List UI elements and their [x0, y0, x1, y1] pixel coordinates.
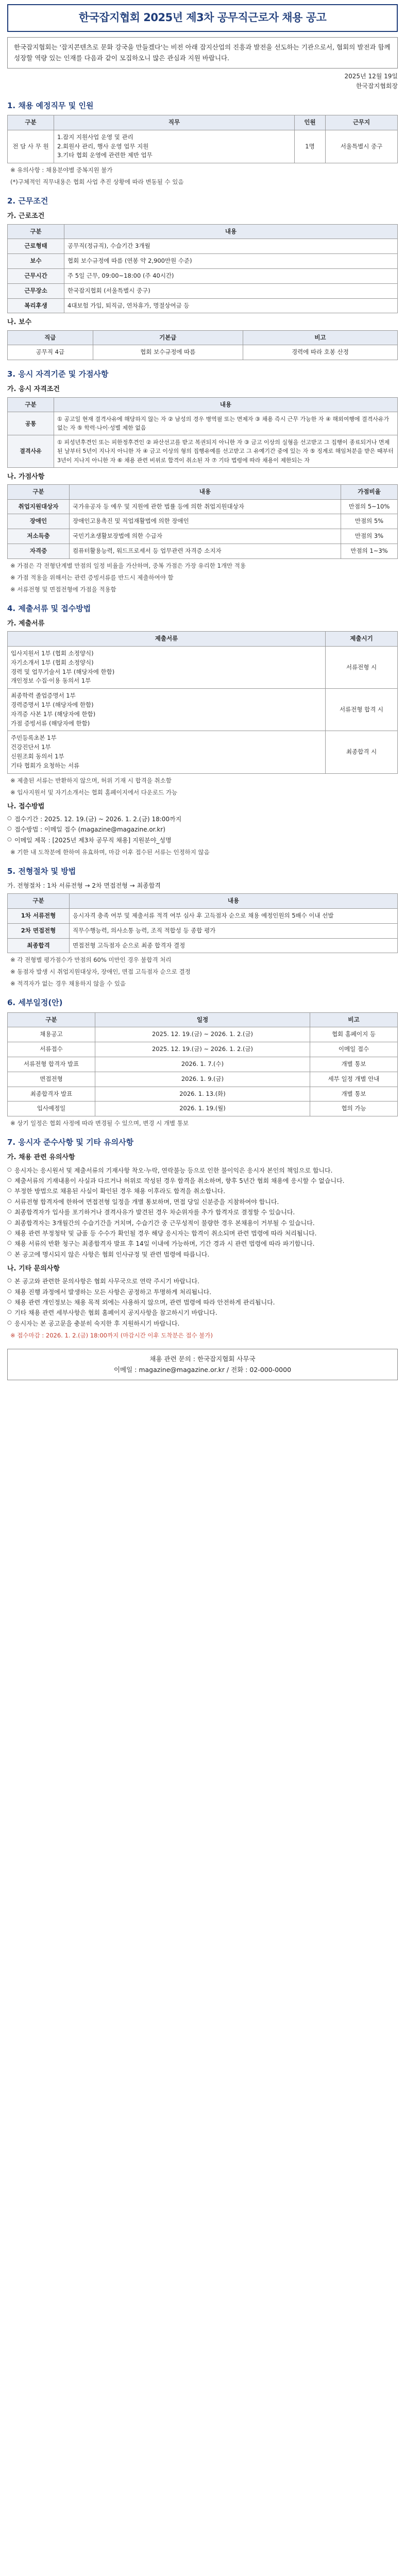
duty-th-2: 인원	[295, 115, 326, 130]
bonus-val: 컴퓨터활용능력, 워드프로세서 등 업무관련 자격증 소지자	[70, 544, 341, 558]
posting-date: 2025년 12월 19일	[344, 73, 398, 80]
cond-key: 근무시간	[8, 268, 64, 283]
sched-date: 2026. 1. 9.(금)	[95, 1072, 310, 1087]
docs-note: ※ 입사지원서 및 자기소개서는 협회 홈페이지에서 다운로드 가능	[10, 788, 178, 796]
pay-grade: 공무직 4급	[8, 345, 93, 360]
table-row	[8, 514, 398, 529]
caution-item: ○ 부정한 방법으로 채용된 사실이 확인된 경우 채용 이후라도 합격을 취소합니다.	[7, 1186, 398, 1196]
table-row	[8, 544, 398, 558]
proc-th-1: 내용	[70, 894, 398, 909]
sched-date: 2026. 1. 19.(월)	[95, 1101, 310, 1116]
duty-place: 서울특별시 중구	[326, 130, 398, 163]
pay-table	[7, 330, 398, 361]
cond-key: 복리후생	[8, 298, 64, 313]
cond-th-1: 내용	[64, 224, 398, 239]
caution-item: ○ 서류전형 합격자에 한하여 면접전형 일정을 개별 통보하며, 면접 당일 신분증을 지참하여야 합니다.	[7, 1197, 398, 1207]
section-4-title: 4. 제출서류 및 접수방법	[7, 603, 91, 613]
process-note: ※ 각 전형별 평가점수가 만점의 60% 미만인 경우 불합격 처리	[10, 956, 172, 964]
process-summary: 가. 전형절차 : 1차 서류전형 → 2차 면접전형 → 최종합격	[7, 882, 161, 890]
doc-list: 최종학력 졸업증명서 1부 경력증명서 1부 (해당자에 한함) 자격증 사본 1부 (해당자에 한함) 가점 증빙서류 (해당자에 한함)	[8, 689, 326, 731]
sched-date: 2025. 12. 19.(금) ~ 2026. 1. 2.(금)	[95, 1027, 310, 1042]
pay-memo: 경력에 따라 호봉 산정	[243, 345, 397, 360]
proc-val: 응시자격 충족 여부 및 제출서류 적격 여부 심사 후 고득점자 순으로 채용 예정인원의 5배수 이내 선발	[70, 908, 398, 923]
work-conditions-table	[7, 224, 398, 314]
elig-th-0: 구분	[8, 397, 54, 412]
elig-key: 결격사유	[8, 435, 54, 467]
process-table	[7, 893, 398, 953]
doc-when: 서류전형 시	[326, 646, 398, 688]
sec7-sub1: 가. 채용 관련 유의사항	[7, 1154, 75, 1162]
sched-th-0: 구분	[8, 1012, 95, 1027]
table-row	[8, 908, 398, 923]
doc-list: 입사지원서 1부 (협회 소정양식) 자기소개서 1부 (협회 소정양식) 경력 및 업무기술서 1부 (해당자에 한함) 개인정보 수집·이용 동의서 1부	[8, 646, 326, 688]
sched-memo: 협의 가능	[310, 1101, 398, 1116]
table-row	[8, 938, 398, 953]
contact-line-2[interactable]: 이메일 : magazine@magazine.or.kr / 전화 : 02-000-0000	[113, 1366, 292, 1374]
doc-list: 주민등록초본 1부 건강진단서 1부 신원조회 동의서 1부 기타 협회가 요청하는 서류	[8, 731, 326, 773]
cond-val: 주 5일 근무, 09:00~18:00 (주 40시간)	[64, 268, 398, 283]
table-row	[8, 254, 398, 269]
sched-memo: 협회 홈페이지 등	[310, 1027, 398, 1042]
bonus-pct: 만점의 5~10%	[341, 499, 398, 514]
pay-th-2: 비고	[243, 330, 397, 345]
process-note: ※ 동점자 발생 시 취업지원대상자, 장애인, 면접 고득점자 순으로 결정	[10, 968, 191, 976]
section-5-title: 5. 전형절차 및 방법	[7, 866, 76, 876]
duty-table	[7, 115, 398, 163]
sched-key: 서류접수	[8, 1042, 95, 1057]
bonus-val: 국민기초생활보장법에 의한 수급자	[70, 529, 341, 544]
elig-th-1: 내용	[54, 397, 398, 412]
bonus-table	[7, 484, 398, 559]
bonus-val: 장애인고용촉진 및 직업재활법에 의한 장애인	[70, 514, 341, 529]
sec7-sub2: 나. 기타 문의사항	[7, 1265, 60, 1273]
docs-th-1: 제출시기	[326, 632, 398, 647]
table-row	[8, 1087, 398, 1101]
bonus-note: ※ 서류전형 및 면접전형에 가점을 적용함	[10, 585, 116, 593]
etc-item: ○ 응시자는 본 공고문을 충분히 숙지한 후 지원하시기 바랍니다.	[7, 1318, 398, 1329]
caution-item: ○ 응시자는 응시원서 및 제출서류의 기재사항 착오·누락, 연락불능 등으로 인한 불이익은 응시자 본인의 책임으로 합니다.	[7, 1165, 398, 1176]
caution-item: ○ 제출서류의 기재내용이 사실과 다르거나 허위로 작성된 경우 합격을 취소하며, 향후 5년간 협회 채용에 응시할 수 없습니다.	[7, 1176, 398, 1186]
duty-count: 1명	[295, 130, 326, 163]
table-row	[8, 412, 398, 435]
method-item: ○ 이메일 제목 : [2025년 제3차 공무직 채용] 지원분야_성명	[7, 835, 398, 845]
sec2-sub1: 가. 근로조건	[7, 212, 45, 221]
caution-item: ○ 채용 서류의 반환 청구는 최종합격자 발표 후 14일 이내에 가능하며, 기간 경과 시 관련 법령에 따라 파기합니다.	[7, 1239, 398, 1249]
bonus-th-0: 구분	[8, 484, 70, 499]
proc-key: 2차 면접전형	[8, 923, 70, 938]
table-row	[8, 435, 398, 467]
intro-text: 한국잡지협회는 '잡지콘텐츠로 문화 강국을 만들겠다'는 비전 아래 잡지산업의 진흥과 발전을 선도하는 기관으로서, 협회의 발전과 함께 성장할 역량 있는 인재를 다음과 같이 모집하오니 많은 관심과 지원 바랍니다.	[7, 37, 398, 69]
schedule-note: ※ 상기 일정은 협회 사정에 따라 변경될 수 있으며, 변경 시 개별 통보	[10, 1120, 189, 1127]
table-row	[8, 1072, 398, 1087]
deadline-note: ※ 접수마감 : 2026. 1. 2.(금) 18:00까지 (마감시간 이후 도착분은 접수 불가)	[10, 1332, 213, 1340]
etc-item: ○ 채용 진행 과정에서 발생하는 모든 사항은 공정하고 투명하게 처리됩니다.	[7, 1287, 398, 1297]
table-row	[8, 529, 398, 544]
bonus-key: 저소득층	[8, 529, 70, 544]
proc-th-0: 구분	[8, 894, 70, 909]
sec1-note-0: ※ 유의사항 : 채용분야별 중복지원 불가	[10, 166, 113, 174]
etc-item: ○ 기타 채용 관련 세부사항은 협회 홈페이지 공지사항을 참고하시기 바랍니다.	[7, 1308, 398, 1318]
sec3-sub1: 가. 응시 자격조건	[7, 385, 60, 394]
sched-key: 면접전형	[8, 1072, 95, 1087]
caution-item: ○ 본 공고에 명시되지 않은 사항은 협회 인사규정 및 관련 법령에 따릅니다.	[7, 1249, 398, 1260]
docs-th-0: 제출서류	[8, 632, 326, 647]
caution-item: ○ 최종합격자가 입사를 포기하거나 결격사유가 발견된 경우 차순위자를 추가 합격자로 결정할 수 있습니다.	[7, 1207, 398, 1217]
sched-key: 최종합격자 발표	[8, 1087, 95, 1101]
bonus-th-2: 가점비율	[341, 484, 398, 499]
etc-item: ○ 채용 관련 개인정보는 채용 목적 외에는 사용하지 않으며, 관련 법령에 따라 안전하게 관리됩니다.	[7, 1297, 398, 1308]
bonus-key: 취업지원대상자	[8, 499, 70, 514]
sched-th-2: 비고	[310, 1012, 398, 1027]
bonus-note: ※ 가점 적용을 위해서는 관련 증빙서류를 반드시 제출하여야 함	[10, 573, 174, 581]
pay-th-0: 직급	[8, 330, 93, 345]
method-item: ○ 접수기간 : 2025. 12. 19.(금) ~ 2026. 1. 2.(금) 18:00까지	[7, 814, 398, 824]
cond-th-0: 구분	[8, 224, 64, 239]
bonus-val: 국가유공자 등 예우 및 지원에 관한 법률 등에 의한 취업지원대상자	[70, 499, 341, 514]
method-item: ○ 접수방법 : 이메일 접수 (magazine@magazine.or.kr)	[7, 824, 398, 835]
sched-date: 2026. 1. 7.(수)	[95, 1057, 310, 1072]
sched-memo: 이메일 접수	[310, 1042, 398, 1057]
table-row	[8, 923, 398, 938]
sched-memo: 개별 통보	[310, 1087, 398, 1101]
table-row	[8, 1042, 398, 1057]
proc-val: 면접전형 고득점자 순으로 최종 합격자 결정	[70, 938, 398, 953]
duty-th-1: 직무	[54, 115, 295, 130]
table-row	[8, 646, 398, 688]
pay-th-1: 기본급	[93, 330, 243, 345]
table-row	[8, 1027, 398, 1042]
doc-when: 최종합격 시	[326, 731, 398, 773]
eligibility-table	[7, 397, 398, 468]
table-row	[8, 1057, 398, 1072]
posting-org: 한국잡지협회장	[356, 82, 398, 90]
contact-box	[7, 1349, 398, 1380]
cond-val: 4대보험 가입, 퇴직금, 연차휴가, 명절상여금 등	[64, 298, 398, 313]
sec1-note-1: (*)구체적인 직무내용은 협회 사업 추진 상황에 따라 변동될 수 있음	[10, 178, 184, 186]
sched-memo: 개별 통보	[310, 1057, 398, 1072]
pay-base: 협회 보수규정에 따름	[93, 345, 243, 360]
caution-item: ○ 최종합격자는 3개월간의 수습기간을 거치며, 수습기간 중 근무성적이 불량한 경우 본채용이 거부될 수 있습니다.	[7, 1218, 398, 1228]
posting-meta	[7, 72, 398, 91]
section-7-title: 7. 응시자 준수사항 및 기타 유의사항	[7, 1138, 134, 1147]
sec4-sub2: 나. 접수방법	[7, 802, 45, 810]
duty-cat: 전 담 사 무 원	[8, 130, 54, 163]
sec4-sub1: 가. 제출서류	[7, 619, 45, 628]
title-box	[7, 4, 398, 32]
bonus-key: 자격증	[8, 544, 70, 558]
sec2-sub2: 나. 보수	[7, 318, 32, 327]
sched-key: 서류전형 합격자 발표	[8, 1057, 95, 1072]
proc-val: 직무수행능력, 의사소통 능력, 조직 적합성 등 종합 평가	[70, 923, 398, 938]
table-row	[8, 499, 398, 514]
duty-th-0: 구분	[8, 115, 54, 130]
process-note: ※ 적격자가 없는 경우 채용하지 않을 수 있음	[10, 980, 126, 988]
etc-item: ○ 본 공고와 관련한 문의사항은 협회 사무국으로 연락 주시기 바랍니다.	[7, 1276, 398, 1286]
section-1-title: 1. 채용 예정직무 및 인원	[7, 100, 94, 110]
elig-key: 공통	[8, 412, 54, 435]
elig-val: ① 공고일 현재 결격사유에 해당하지 않는 자 ② 남성의 경우 병역필 또는 면제자 ③ 채용 즉시 근무 가능한 자 ④ 해외여행에 결격사유가 없는 자 ⑤ 학력·나이·성별 제한 없음	[54, 412, 398, 435]
sched-date: 2026. 1. 13.(화)	[95, 1087, 310, 1101]
sched-memo: 세부 일정 개별 안내	[310, 1072, 398, 1087]
table-row	[8, 1101, 398, 1116]
cond-key: 근로형태	[8, 239, 64, 254]
method-note: ※ 기한 내 도착분에 한하여 유효하며, 마감 이후 접수된 서류는 인정하지 않음	[10, 848, 210, 856]
docs-note: ※ 제출된 서류는 반환하지 않으며, 허위 기재 시 합격을 취소함	[10, 776, 172, 784]
table-row	[8, 239, 398, 254]
sched-key: 입사예정일	[8, 1101, 95, 1116]
table-row	[8, 689, 398, 731]
sched-th-1: 일정	[95, 1012, 310, 1027]
proc-key: 최종합격	[8, 938, 70, 953]
documents-table	[7, 631, 398, 774]
bonus-key: 장애인	[8, 514, 70, 529]
bonus-pct: 만점의 3%	[341, 529, 398, 544]
schedule-table	[7, 1012, 398, 1117]
sec3-sub2: 나. 가점사항	[7, 472, 45, 481]
table-row	[8, 345, 398, 360]
section-6-title: 6. 세부일정(안)	[7, 998, 63, 1008]
table-row	[8, 283, 398, 298]
duty-th-3: 근무지	[326, 115, 398, 130]
contact-line-1: 채용 관련 문의 : 한국잡지협회 사무국	[149, 1355, 256, 1363]
bonus-pct: 만점의 1~3%	[341, 544, 398, 558]
bonus-th-1: 내용	[70, 484, 341, 499]
sched-key: 채용공고	[8, 1027, 95, 1042]
cond-val: 협회 보수규정에 따름 (연봉 약 2,900만원 수준)	[64, 254, 398, 269]
section-3-title: 3. 응시 자격기준 및 가점사항	[7, 369, 109, 379]
page-title: 한국잡지협회 2025년 제3차 공무직근로자 채용 공고	[78, 11, 327, 24]
sched-date: 2025. 12. 19.(금) ~ 2026. 1. 2.(금)	[95, 1042, 310, 1057]
section-2-title: 2. 근무조건	[7, 196, 48, 206]
elig-val: ① 피성년후견인 또는 피한정후견인 ② 파산선고를 받고 복권되지 아니한 자 ③ 금고 이상의 실형을 선고받고 그 집행이 종료되거나 면제된 날부터 5년이 지나지 아니한 자 ④ 금고 이상의 형의 집행유예를 선고받고 그 유예기간 중에 있는 자 ⑤ 징계로 해임처분을 받은 때부터 3년이 지나지 아니한 자 ⑥ 채용 관련 비위로 합격이 취소된 자 ⑦ 기타 법령에 따라 채용이 제한되는 자	[54, 435, 398, 467]
table-row	[8, 268, 398, 283]
duty-desc: 1.잡지 지원사업 운영 및 관리 2.회원사 관리, 행사 운영 업무 지원 3.기타 협회 운영에 관련한 제반 업무	[54, 130, 295, 163]
caution-item: ○ 채용 관련 부정청탁 및 금품 등 수수가 확인될 경우 해당 응시자는 합격이 취소되며 관련 법령에 따라 처리됩니다.	[7, 1228, 398, 1239]
bonus-pct: 만점의 5%	[341, 514, 398, 529]
cond-val: 한국잡지협회 (서울특별시 중구)	[64, 283, 398, 298]
table-row	[8, 731, 398, 773]
table-row	[8, 298, 398, 313]
cond-key: 보수	[8, 254, 64, 269]
duty-row	[8, 130, 398, 163]
cond-key: 근무장소	[8, 283, 64, 298]
proc-key: 1차 서류전형	[8, 908, 70, 923]
cond-val: 공무직(정규직), 수습기간 3개월	[64, 239, 398, 254]
bonus-note: ※ 가점은 각 전형단계별 만점의 일정 비율을 가산하며, 중복 가점은 가장 유리한 1개만 적용	[10, 562, 246, 569]
doc-when: 서류전형 합격 시	[326, 689, 398, 731]
